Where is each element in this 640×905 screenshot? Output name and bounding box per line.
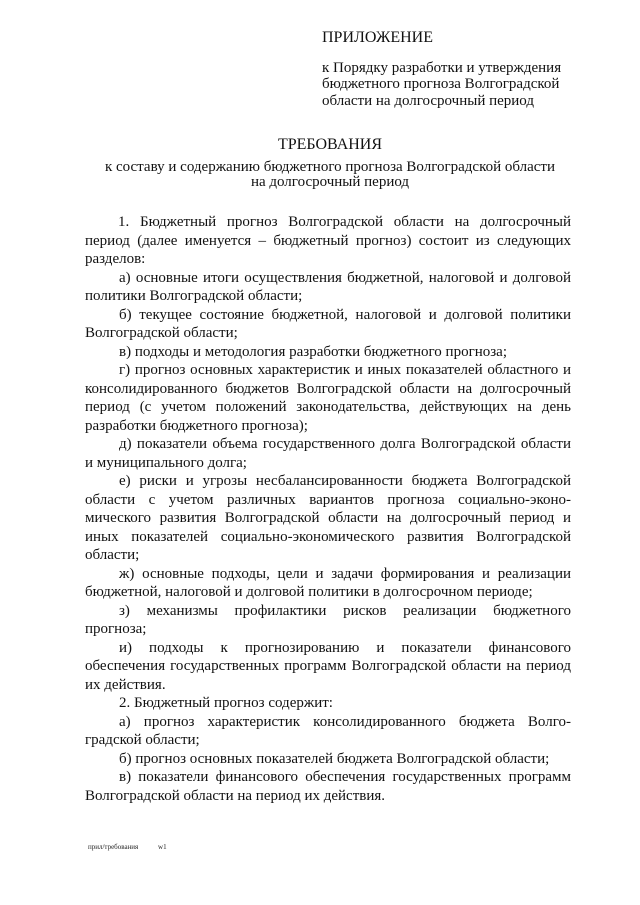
paragraph-1zh: ж) основные подходы, цели и задачи формирования и реализации бюджетной, налоговой и долговой политики в долгосрочном периоде; [85, 565, 571, 600]
paragraph-1g: г) прогноз основных характеристик и иных показателей областного и консолидированного бюджетов Волгоградской области на долгосрочный период (с учетом положений законодательства, действующих на день разработки бюджетного прогноза); [85, 362, 571, 434]
annex-line: области на долгосрочный период [322, 92, 535, 109]
paragraph-2: 2. Бюджетный прогноз содержит: [119, 695, 333, 711]
footer [88, 843, 185, 851]
paragraph-1: 1. Бюджетный прогноз Волгоградской области на долгосрочный период (далее именуется – бюджетный прогноз) состоит из следующих разделов: [85, 214, 571, 267]
annex-title: ПРИЛОЖЕНИЕ [322, 29, 434, 46]
document-subtitle [60, 160, 600, 190]
paragraph-1e: е) риски и угрозы несбалансированности бюджета Волгоградской области с учетом различных вариантов прогноза социально-эконо-мического развития Волгоградской области на долгосрочный период и иных показателей социально-экономического развития Волгоградской области; [85, 473, 571, 563]
footer-code: w1 [158, 843, 167, 851]
footer-filename: прил/требования [88, 843, 139, 851]
annex-line: к Порядку разработки и утверждения [322, 59, 562, 76]
paragraph-2v: в) показатели финансового обеспечения государственных программ Волгоградской области на период их действия. [85, 769, 571, 804]
paragraph-1d: д) показатели объема государственного долга Волгоградской области и муниципального долга; [85, 436, 571, 471]
paragraph-2a: а) прогноз характеристик консолидированного бюджета Волго-градской области; [85, 713, 571, 748]
annex-line: бюджетного прогноза Волгоградской [322, 76, 560, 92]
paragraph-1v: в) подходы и методология разработки бюджетного прогноза; [119, 343, 508, 360]
subtitle-line: на долгосрочный период [250, 174, 410, 190]
document-body [85, 213, 571, 805]
subtitle-line: к составу и содержанию бюджетного прогноза Волгоградской области [104, 159, 556, 175]
paragraph-1b: б) текущее состояние бюджетной, налоговой и долговой политики Волгоградской области; [85, 306, 571, 341]
paragraph-1z: з) механизмы профилактики рисков реализации бюджетного прогноза; [85, 602, 571, 637]
paragraph-1i: и) подходы к прогнозированию и показатели финансового обеспечения государственных программ Волгоградской области на период их действия. [85, 639, 571, 693]
paragraph-1a: а) основные итоги осуществления бюджетной, налоговой и долговой политики Волгоградской области; [85, 269, 571, 304]
paragraph-2b: б) прогноз основных показателей бюджета Волгоградской области; [119, 750, 550, 767]
document-title: ТРЕБОВАНИЯ [277, 136, 383, 153]
annex-block [322, 30, 622, 109]
